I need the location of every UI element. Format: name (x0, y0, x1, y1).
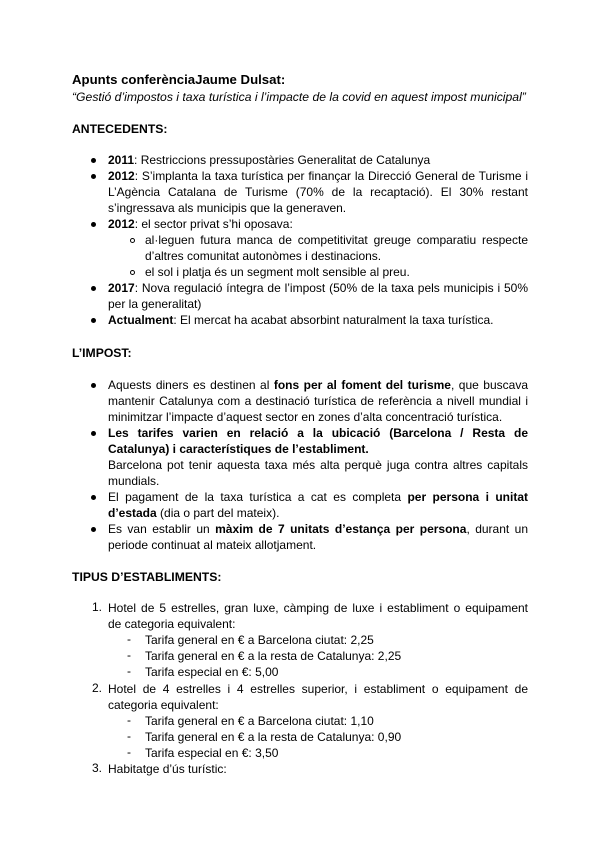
impost-item-2-line4: mundials. (108, 474, 160, 488)
antecedents-item-actualment: Actualment: El mercat ha acabat absorbint naturalment la taxa turística. (108, 313, 494, 327)
tariff-row: Tarifa especial en €: 5,00 (145, 665, 279, 679)
tariff-row: Tarifa general en € a la resta de Catalunya: 0,90 (145, 730, 402, 744)
antecedents-item-2011: 2011: Restriccions pressupostàries Generalitat de Catalunya (108, 153, 431, 167)
list-number: 3. (92, 761, 103, 775)
bullet-icon (91, 222, 96, 227)
antecedents-item-2012-b: 2012: el sector privat s’hi oposava: (108, 217, 293, 231)
tipus-item-1-line2: de categoria equivalent: (108, 617, 236, 631)
dash-bullet: - (127, 648, 131, 662)
impost-item-4-line1: Es van establir un màxim de 7 unitats d’estança per persona, durant un (108, 522, 529, 536)
tipus-item-1-line1: Hotel de 5 estrelles, gran luxe, càmping de luxe i establiment o equipament (108, 601, 528, 615)
bullet-icon (91, 495, 96, 500)
doc-title: Apunts conferènciaJaume Dulsat: (72, 72, 286, 87)
bullet-icon (91, 527, 96, 532)
sub-item-line2: d’altres comunitat autonòmes i destinacions. (145, 249, 382, 263)
antecedents-heading: ANTECEDENTS: (72, 122, 168, 136)
bullet-icon (91, 174, 96, 179)
tariff-row: Tarifa general en € a Barcelona ciutat: 2,25 (145, 633, 374, 647)
impost-item-4-line2: periode continuat al mateix allotjament. (108, 538, 317, 552)
impost-item-1-line2: mantenir Catalunya com a destinació turística de referència a nivell mundial i (108, 394, 528, 408)
list-number: 2. (92, 681, 103, 695)
doc-subtitle: “Gestió d’impostos i taxa turística i l’impacte de la covid en aquest impost municipal” (72, 90, 526, 104)
sub-bullet-icon (130, 238, 135, 243)
impost-item-2-line2: Catalunya) i característiques de l’establiment. (108, 442, 369, 456)
tipus-item-3-line1: Habitatge d’ús turístic: (108, 762, 227, 776)
tariff-row: Tarifa general en € a Barcelona ciutat: 1,10 (145, 714, 374, 728)
antecedents-item-2017-line1: 2017: Nova regulació íntegra de l’impost (50% de la taxa pels municipis i 50% (108, 281, 528, 295)
tipus-heading: TIPUS D’ESTABLIMENTS: (72, 570, 222, 584)
impost-item-2-line3: Barcelona pot tenir aquesta taxa més alta perquè juga contra altres capitals (108, 458, 528, 472)
impost-heading: L’IMPOST: (72, 346, 132, 360)
antecedents-item-2017-line2: per la generalitat) (108, 297, 202, 311)
bullet-icon (91, 286, 96, 291)
tipus-item-2-line2: categoria equivalent: (108, 698, 219, 712)
list-number: 1. (92, 600, 103, 614)
dash-bullet: - (127, 713, 131, 727)
bullet-icon (91, 383, 96, 388)
tariff-row: Tarifa especial en €: 3,50 (145, 746, 279, 760)
sub-bullet-icon (130, 270, 135, 275)
sub-item-2: el sol i platja és un segment molt sensible al preu. (145, 265, 410, 279)
bullet-icon (91, 318, 96, 323)
dash-bullet: - (127, 745, 131, 759)
impost-item-2-line1: Les tarifes varien en relació a la ubicació (Barcelona / Resta de (108, 426, 528, 440)
dash-bullet: - (127, 664, 131, 678)
bullet-icon (91, 158, 96, 163)
impost-item-3-line2: d’estada (dia o part del mateix). (108, 506, 280, 520)
impost-item-3-line1: El pagament de la taxa turística a cat es completa per persona i unitat (108, 490, 528, 504)
dash-bullet: - (127, 632, 131, 646)
impost-item-1-line1: Aquests diners es destinen al fons per al foment del turisme, que buscava (108, 378, 529, 392)
sub-item-line1: al·leguen futura manca de competitivitat greuge comparatiu respecte (145, 233, 528, 247)
antecedents-item-2012-a-line2: L’Agència Catalana de Turisme (70% de la recaptació). El 30% restant (108, 185, 528, 199)
antecedents-item-2012-a-line3: s’ingressava als municipis que la generaven. (108, 201, 347, 215)
tipus-item-2-line1: Hotel de 4 estrelles i 4 estrelles superior, i establiment o equipament de (108, 682, 528, 696)
impost-item-1-line3: minimitzar l’impacte d’aquest sector en zones d’alta concentració turística. (108, 410, 503, 424)
bullet-icon (91, 431, 96, 436)
dash-bullet: - (127, 729, 131, 743)
antecedents-item-2012-a-line1: 2012: S’implanta la taxa turística per finançar la Direcció General de Turisme i (108, 169, 528, 183)
tariff-row: Tarifa general en € a la resta de Catalunya: 2,25 (145, 649, 402, 663)
